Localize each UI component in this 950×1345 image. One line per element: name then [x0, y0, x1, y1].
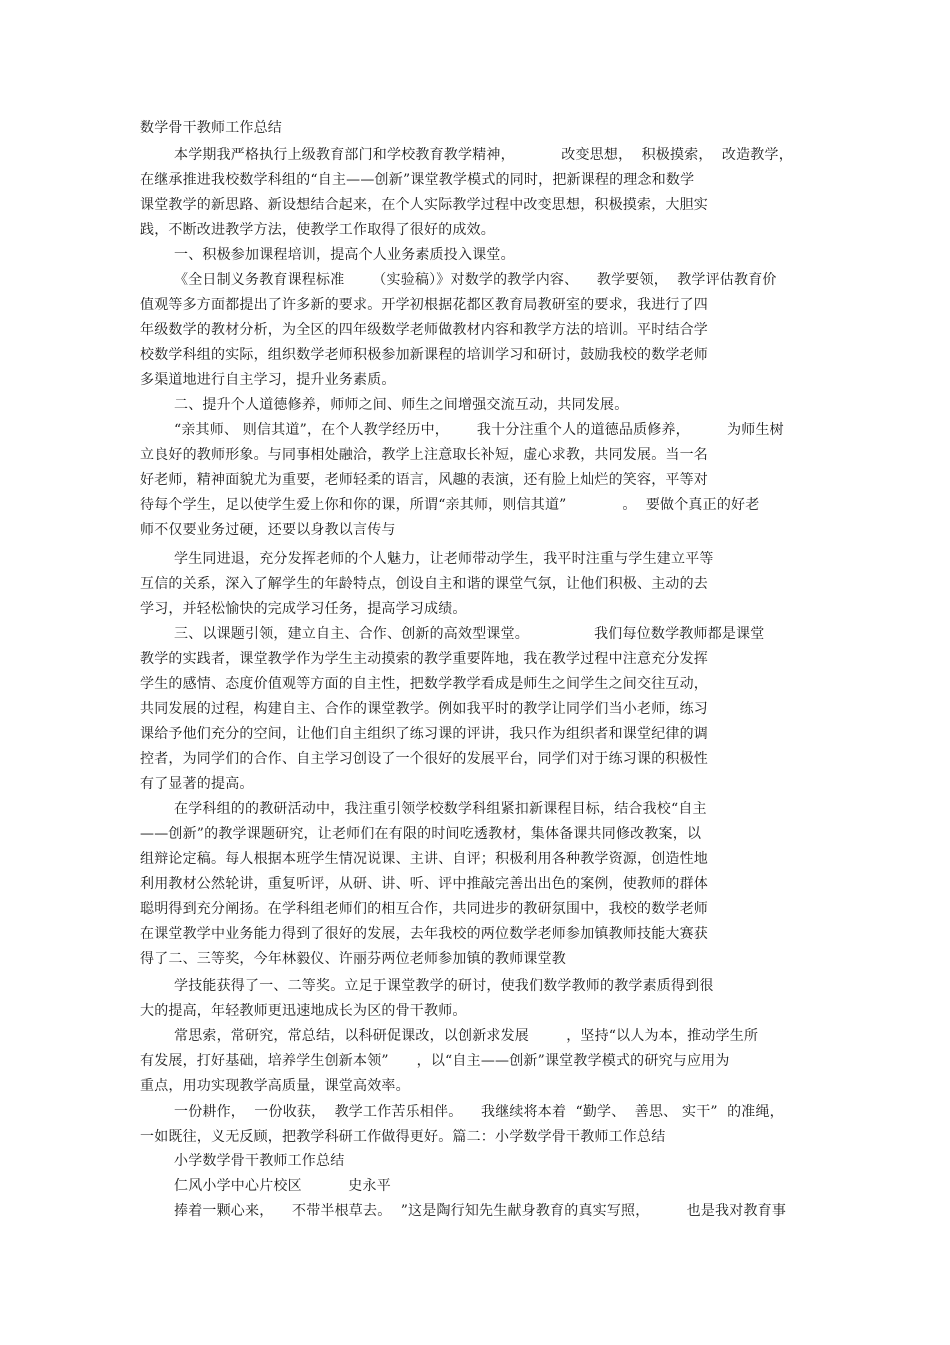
body-line: 一如既往，义无反顾，把教学科研工作做得更好。篇二：小学数学骨干教师工作总结 [140, 1129, 666, 1145]
section-heading: 三、以课题引领，建立自主、合作、创新的高效型课堂。 我们每位数学教师都是课堂 [174, 626, 765, 642]
body-line: 组辩论定稿。每人根据本班学生情况说课、主讲、自评；积极利用各种教学资源，创造性地 [140, 851, 708, 867]
body-line: “亲其师、 则信其道”，在个人教学经历中， 我十分注重个人的道德品质修养， 为师生树 [174, 422, 784, 438]
body-line: 一份耕作， 一份收获， 教学工作苦乐相伴。 我继续将本着 “勤学、 善思、 实干” 的准绳， [174, 1104, 784, 1120]
body-line: 《全日制义务教育课程标准 （实验稿）》对数学的教学内容、 教学要领， 教学评估教育价 [174, 272, 777, 288]
section-heading: 一、积极参加课程培训，提高个人业务素质投入课堂。 [174, 247, 515, 263]
body-line: 学生的感情、态度价值观等方面的自主性，把数学教学看成是师生之间学生之间交往互动， [140, 676, 708, 692]
body-line: 利用教材公然轮讲，重复听评，从研、讲、听、评中推敲完善出出色的案例，使教师的群体 [140, 876, 708, 892]
body-line: 在继承推进我校数学科组的“自主——创新”课堂教学模式的同时，把新课程的理念和数学 [140, 172, 695, 188]
body-line: 共同发展的过程，构建自主、合作的课堂教学。例如我平时的教学让同学们当小老师，练习 [140, 701, 708, 717]
body-line: 年级数学的教材分析，为全区的四年级数学老师做教材内容和教学方法的培训。平时结合学 [140, 322, 708, 338]
body-line: 大的提高，年轻教师更迅速地成长为区的骨干教师。 [140, 1003, 467, 1019]
body-line: 学技能获得了一、二等奖。立足于课堂教学的研讨，使我们数学教师的教学素质得到很 [174, 978, 714, 994]
body-line: 校数学科组的实际，组织数学老师积极参加新课程的培训学习和研讨，鼓励我校的数学老师 [140, 347, 708, 363]
body-line: ——创新”的教学课题研究，让老师们在有限的时间吃透教材，集体备课共同修改教案，以 [140, 826, 702, 842]
section-heading: 二、提升个人道德修养，师师之间、师生之间增强交流互动，共同发展。 [174, 397, 629, 413]
body-line: 本学期我严格执行上级教育部门和学校教育教学精神， 改变思想， 积极摸索， 改造教学， [174, 147, 793, 163]
body-line: 学生同进退，充分发挥老师的个人魅力，让老师带动学生，我平时注重与学生建立平等 [174, 551, 714, 567]
body-line: 值观等多方面都提出了许多新的要求。开学初根据花都区教育局教研室的要求，我进行了四 [140, 297, 708, 313]
body-line: 在学科组的的教研活动中，我注重引领学校数学科组紧扣新课程目标，结合我校“自主 [174, 801, 707, 817]
body-line: 待每个学生，足以使学生爱上你和你的课，所谓“亲其师，则信其道” 。 要做个真正的好老 [140, 497, 760, 513]
body-line: 践，不断改进教学方法，使教学工作取得了很好的成效。 [140, 222, 495, 238]
document-title: 数学骨干教师工作总结 [140, 120, 282, 136]
body-line: 好老师，精神面貌尤为重要，老师轻柔的语言，风趣的表演，还有脸上灿烂的笑容，平等对 [140, 472, 708, 488]
body-line: 捧着一颗心来， 不带半根草去。 ”这是陶行知先生献身教育的真实写照， 也是我对教育事 [174, 1203, 787, 1219]
body-line: 在课堂教学中业务能力得到了很好的发展，去年我校的两位数学老师参加镇教师技能大赛获 [140, 926, 708, 942]
body-line: 互信的关系，深入了解学生的年龄特点，创设自主和谐的课堂气氛，让他们积极、主动的去 [140, 576, 708, 592]
subtitle: 小学数学骨干教师工作总结 [174, 1153, 345, 1169]
body-line: 多渠道地进行自主学习，提升业务素质。 [140, 372, 396, 388]
body-line: 师不仅要业务过硬，还要以身教以言传与 [140, 522, 396, 538]
body-line: 课堂教学的新思路、新设想结合起来，在个人实际教学过程中改变思想，积极摸索，大胆实 [140, 197, 708, 213]
body-line: 有了显著的提高。 [140, 776, 254, 792]
body-line: 课给予他们充分的空间，让他们自主组织了练习课的评讲，我只作为组织者和课堂纪律的调 [140, 726, 708, 742]
body-line: 常思索，常研究，常总结，以科研促课改，以创新求发展 ，坚持“以人为本，推动学生所 [174, 1028, 759, 1044]
body-line: 控者，为同学们的合作、自主学习创设了一个很好的发展平台，同学们对于练习课的积极性 [140, 751, 708, 767]
body-line: 立良好的教师形象。与同事相处融洽，教学上注意取长补短，虚心求教，共同发展。当一名 [140, 447, 708, 463]
body-line: 重点，用功实现教学高质量，课堂高效率。 [140, 1078, 410, 1094]
body-line: 教学的实践者，课堂教学作为学生主动摸索的教学重要阵地，我在教学过程中注意充分发挥 [140, 651, 708, 667]
author-line: 仁风小学中心片校区 史永平 [174, 1178, 391, 1194]
body-line: 学习，并轻松愉快的完成学习任务，提高学习成绩。 [140, 601, 467, 617]
body-line: 聪明得到充分阐扬。在学科组老师们的相互合作，共同进步的教研氛围中，我校的数学老师 [140, 901, 708, 917]
body-line: 有发展，打好基础，培养学生创新本领” ，以“自主——创新”课堂教学模式的研究与应用为 [140, 1053, 730, 1069]
body-line: 得了二、三等奖，今年林毅仪、许丽芬两位老师参加镇的教师课堂教 [140, 951, 566, 967]
